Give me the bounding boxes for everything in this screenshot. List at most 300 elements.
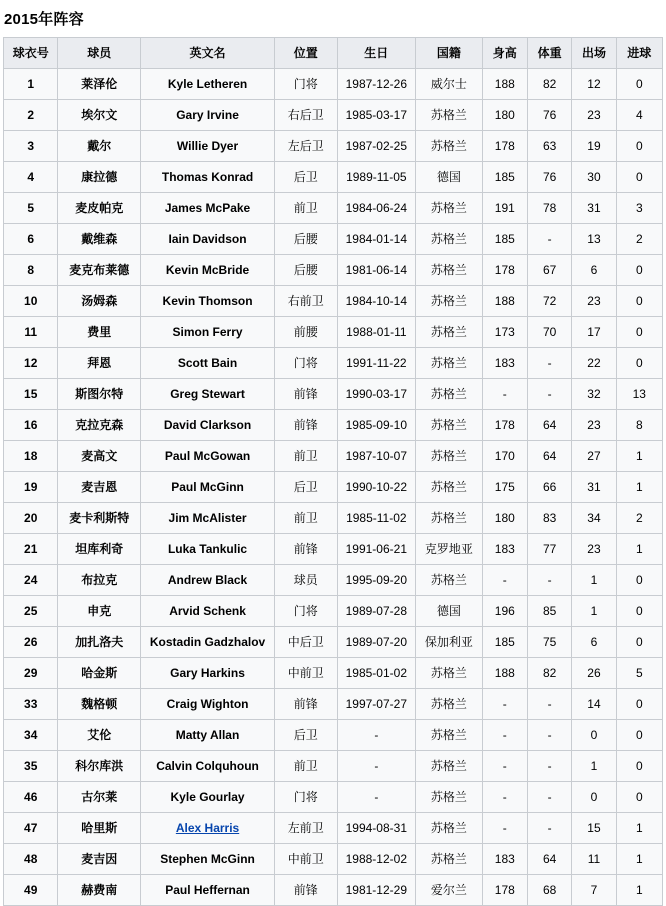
column-header-shirt-number: 球衣号 [4,38,58,69]
cell-player-name: 戴维森 [58,224,141,255]
cell-height: - [482,689,527,720]
cell-height: 175 [482,472,527,503]
cell-height: 178 [482,131,527,162]
cell-nationality: 苏格兰 [416,131,483,162]
table-row [4,286,663,317]
table-row [4,193,663,224]
cell-player-name: 布拉克 [58,565,141,596]
cell-nationality: 德国 [416,162,483,193]
table-row [4,875,663,906]
cell-goals: 0 [616,255,662,286]
cell-birthday: 1985-03-17 [337,100,416,131]
cell-english-name: Willie Dyer [141,131,275,162]
cell-goals: 13 [616,379,662,410]
cell-goals: 1 [616,534,662,565]
cell-player-name: 哈里斯 [58,813,141,844]
cell-english-name: Kostadin Gadzhalov [141,627,275,658]
cell-english-name: Kyle Letheren [141,69,275,100]
cell-goals: 0 [616,627,662,658]
cell-player-name: 古尔莱 [58,782,141,813]
cell-nationality: 苏格兰 [416,100,483,131]
cell-shirt-number: 15 [4,379,58,410]
cell-goals: 0 [616,317,662,348]
cell-birthday: 1985-01-02 [337,658,416,689]
cell-weight: 76 [527,162,571,193]
cell-english-name: Andrew Black [141,565,275,596]
cell-weight: 64 [527,410,571,441]
cell-height: 170 [482,441,527,472]
cell-weight: 68 [527,875,571,906]
cell-birthday: 1987-02-25 [337,131,416,162]
cell-english-name: Kevin McBride [141,255,275,286]
cell-appearances: 14 [572,689,616,720]
cell-shirt-number: 1 [4,69,58,100]
cell-shirt-number: 16 [4,410,58,441]
cell-weight: 64 [527,844,571,875]
cell-goals: 0 [616,782,662,813]
player-link[interactable]: Alex Harris [175,821,240,835]
cell-appearances: 1 [572,565,616,596]
column-header-player: 球员 [58,38,141,69]
cell-shirt-number: 34 [4,720,58,751]
table-row [4,162,663,193]
cell-player-name: 科尔库洪 [58,751,141,782]
cell-birthday: 1981-12-29 [337,875,416,906]
cell-appearances: 17 [572,317,616,348]
cell-english-name: Matty Allan [141,720,275,751]
table-row [4,503,663,534]
cell-player-name: 麦卡利斯特 [58,503,141,534]
cell-position: 球员 [275,565,337,596]
cell-player-name: 赫费南 [58,875,141,906]
cell-birthday: 1984-01-14 [337,224,416,255]
cell-english-name: Gary Irvine [141,100,275,131]
cell-shirt-number: 11 [4,317,58,348]
cell-goals: 1 [616,875,662,906]
cell-nationality: 苏格兰 [416,751,483,782]
cell-player-name: 汤姆森 [58,286,141,317]
cell-birthday: 1989-07-20 [337,627,416,658]
cell-position: 后卫 [275,720,337,751]
cell-goals: 0 [616,720,662,751]
cell-shirt-number: 26 [4,627,58,658]
column-header-appearances: 出场 [572,38,616,69]
cell-player-name: 魏格顿 [58,689,141,720]
cell-player-name: 申克 [58,596,141,627]
cell-height: 183 [482,348,527,379]
cell-shirt-number: 5 [4,193,58,224]
cell-player-name: 艾伦 [58,720,141,751]
cell-birthday: 1981-06-14 [337,255,416,286]
cell-goals: 0 [616,596,662,627]
cell-position: 门将 [275,782,337,813]
cell-birthday: 1989-11-05 [337,162,416,193]
cell-english-name: Jim McAlister [141,503,275,534]
table-row [4,224,663,255]
cell-nationality: 苏格兰 [416,658,483,689]
cell-height: 188 [482,69,527,100]
cell-height: 196 [482,596,527,627]
cell-birthday: 1987-12-26 [337,69,416,100]
cell-nationality: 苏格兰 [416,472,483,503]
cell-appearances: 15 [572,813,616,844]
table-row [4,69,663,100]
cell-birthday: 1988-12-02 [337,844,416,875]
cell-player-name: 麦高文 [58,441,141,472]
cell-position: 右后卫 [275,100,337,131]
table-row [4,565,663,596]
cell-english-name: Paul McGinn [141,472,275,503]
cell-player-name: 斯图尔特 [58,379,141,410]
cell-player-name: 莱泽伦 [58,69,141,100]
cell-height: 180 [482,503,527,534]
cell-birthday: 1989-07-28 [337,596,416,627]
cell-position: 左后卫 [275,131,337,162]
cell-birthday: 1990-03-17 [337,379,416,410]
cell-appearances: 11 [572,844,616,875]
cell-player-name: 戴尔 [58,131,141,162]
cell-goals: 3 [616,193,662,224]
table-row [4,844,663,875]
page-title: 2015年阵容 [4,11,84,28]
cell-weight: - [527,565,571,596]
cell-english-name: James McPake [141,193,275,224]
cell-appearances: 1 [572,751,616,782]
cell-player-name: 哈金斯 [58,658,141,689]
cell-height: 178 [482,875,527,906]
table-row [4,658,663,689]
cell-shirt-number: 35 [4,751,58,782]
cell-player-name: 费里 [58,317,141,348]
table-row [4,813,663,844]
cell-appearances: 34 [572,503,616,534]
cell-english-name: Arvid Schenk [141,596,275,627]
cell-english-name: Gary Harkins [141,658,275,689]
cell-nationality: 爱尔兰 [416,875,483,906]
cell-position: 前卫 [275,751,337,782]
cell-nationality: 苏格兰 [416,410,483,441]
column-header-nationality: 国籍 [416,38,483,69]
cell-goals: 0 [616,286,662,317]
cell-height: - [482,782,527,813]
cell-english-name: Calvin Colquhoun [141,751,275,782]
header-row [4,38,663,69]
cell-birthday: 1997-07-27 [337,689,416,720]
cell-player-name: 麦吉恩 [58,472,141,503]
cell-shirt-number: 18 [4,441,58,472]
cell-player-name: 麦皮帕克 [58,193,141,224]
cell-shirt-number: 47 [4,813,58,844]
cell-nationality: 苏格兰 [416,689,483,720]
cell-english-name[interactable] [141,813,275,844]
cell-position: 左前卫 [275,813,337,844]
cell-english-name: Paul McGowan [141,441,275,472]
cell-position: 前锋 [275,689,337,720]
cell-shirt-number: 2 [4,100,58,131]
cell-weight: 72 [527,286,571,317]
cell-position: 门将 [275,596,337,627]
cell-birthday: 1991-06-21 [337,534,416,565]
table-header [4,38,663,69]
cell-shirt-number: 3 [4,131,58,162]
cell-shirt-number: 20 [4,503,58,534]
cell-appearances: 7 [572,875,616,906]
cell-shirt-number: 49 [4,875,58,906]
cell-nationality: 苏格兰 [416,286,483,317]
cell-goals: 8 [616,410,662,441]
cell-birthday: 1990-10-22 [337,472,416,503]
cell-position: 后腰 [275,255,337,286]
cell-shirt-number: 25 [4,596,58,627]
cell-height: 183 [482,844,527,875]
table-row [4,782,663,813]
cell-nationality: 苏格兰 [416,379,483,410]
cell-weight: 70 [527,317,571,348]
cell-appearances: 19 [572,131,616,162]
table-row [4,131,663,162]
cell-birthday: 1991-11-22 [337,348,416,379]
cell-goals: 1 [616,472,662,503]
table-row [4,472,663,503]
cell-english-name: Kyle Gourlay [141,782,275,813]
cell-position: 前锋 [275,410,337,441]
cell-position: 中前卫 [275,658,337,689]
cell-shirt-number: 10 [4,286,58,317]
column-header-position: 位置 [275,38,337,69]
cell-goals: 2 [616,503,662,534]
cell-appearances: 6 [572,627,616,658]
cell-english-name: Simon Ferry [141,317,275,348]
cell-birthday: 1995-09-20 [337,565,416,596]
cell-position: 中后卫 [275,627,337,658]
cell-weight: 76 [527,100,571,131]
cell-player-name: 麦吉因 [58,844,141,875]
cell-goals: 1 [616,844,662,875]
cell-appearances: 0 [572,720,616,751]
cell-appearances: 12 [572,69,616,100]
cell-position: 后卫 [275,162,337,193]
cell-height: 185 [482,627,527,658]
cell-position: 前卫 [275,503,337,534]
cell-weight: 66 [527,472,571,503]
cell-weight: 77 [527,534,571,565]
table-row [4,751,663,782]
cell-nationality: 苏格兰 [416,565,483,596]
table-row [4,410,663,441]
cell-position: 前腰 [275,317,337,348]
cell-appearances: 1 [572,596,616,627]
cell-shirt-number: 19 [4,472,58,503]
cell-height: 188 [482,658,527,689]
cell-english-name: Craig Wighton [141,689,275,720]
cell-weight: 67 [527,255,571,286]
cell-height: 178 [482,255,527,286]
cell-height: 178 [482,410,527,441]
cell-weight: 78 [527,193,571,224]
cell-shirt-number: 24 [4,565,58,596]
cell-english-name: Greg Stewart [141,379,275,410]
cell-goals: 0 [616,131,662,162]
table-row [4,255,663,286]
table-row [4,627,663,658]
cell-weight: 63 [527,131,571,162]
cell-weight: 82 [527,69,571,100]
cell-birthday: - [337,720,416,751]
column-header-english-name: 英文名 [141,38,275,69]
cell-birthday: - [337,782,416,813]
cell-appearances: 23 [572,410,616,441]
cell-shirt-number: 29 [4,658,58,689]
cell-position: 门将 [275,348,337,379]
cell-nationality: 苏格兰 [416,720,483,751]
cell-height: 191 [482,193,527,224]
column-header-height: 身高 [482,38,527,69]
cell-height: - [482,379,527,410]
cell-player-name: 麦克布莱德 [58,255,141,286]
cell-height: - [482,720,527,751]
cell-appearances: 32 [572,379,616,410]
cell-weight: 82 [527,658,571,689]
cell-english-name: Thomas Konrad [141,162,275,193]
cell-weight: 75 [527,627,571,658]
cell-goals: 2 [616,224,662,255]
cell-goals: 4 [616,100,662,131]
table-row [4,689,663,720]
cell-goals: 0 [616,162,662,193]
cell-position: 后卫 [275,472,337,503]
cell-shirt-number: 33 [4,689,58,720]
cell-weight: 83 [527,503,571,534]
cell-weight: 64 [527,441,571,472]
cell-height: 185 [482,162,527,193]
cell-height: - [482,565,527,596]
cell-appearances: 22 [572,348,616,379]
cell-position: 前卫 [275,193,337,224]
cell-nationality: 苏格兰 [416,255,483,286]
cell-appearances: 26 [572,658,616,689]
cell-english-name: David Clarkson [141,410,275,441]
cell-position: 前锋 [275,534,337,565]
cell-shirt-number: 6 [4,224,58,255]
cell-position: 前锋 [275,875,337,906]
cell-player-name: 坦库利奇 [58,534,141,565]
cell-weight: - [527,813,571,844]
table-row [4,348,663,379]
cell-nationality: 苏格兰 [416,813,483,844]
cell-english-name: Scott Bain [141,348,275,379]
cell-nationality: 苏格兰 [416,844,483,875]
cell-appearances: 23 [572,100,616,131]
table-row [4,596,663,627]
cell-english-name: Iain Davidson [141,224,275,255]
cell-height: 188 [482,286,527,317]
cell-player-name: 埃尔文 [58,100,141,131]
cell-position: 中前卫 [275,844,337,875]
cell-position: 后腰 [275,224,337,255]
cell-nationality: 苏格兰 [416,193,483,224]
cell-height: 185 [482,224,527,255]
cell-position: 前锋 [275,379,337,410]
cell-appearances: 23 [572,534,616,565]
cell-birthday: 1985-09-10 [337,410,416,441]
cell-shirt-number: 21 [4,534,58,565]
table-row [4,100,663,131]
cell-weight: - [527,348,571,379]
cell-english-name: Paul Heffernan [141,875,275,906]
cell-weight: - [527,720,571,751]
cell-weight: - [527,224,571,255]
cell-weight: - [527,379,571,410]
cell-birthday: 1994-08-31 [337,813,416,844]
cell-weight: - [527,782,571,813]
cell-english-name: Luka Tankulic [141,534,275,565]
cell-position: 门将 [275,69,337,100]
table-row [4,720,663,751]
cell-nationality: 苏格兰 [416,441,483,472]
cell-appearances: 27 [572,441,616,472]
cell-goals: 0 [616,69,662,100]
cell-english-name: Kevin Thomson [141,286,275,317]
cell-height: - [482,751,527,782]
cell-goals: 0 [616,689,662,720]
cell-appearances: 30 [572,162,616,193]
cell-birthday: - [337,751,416,782]
table-body [4,69,663,906]
table-row [4,379,663,410]
cell-shirt-number: 4 [4,162,58,193]
cell-english-name: Stephen McGinn [141,844,275,875]
cell-nationality: 苏格兰 [416,503,483,534]
cell-position: 右前卫 [275,286,337,317]
cell-weight: - [527,751,571,782]
cell-shirt-number: 12 [4,348,58,379]
cell-nationality: 苏格兰 [416,348,483,379]
cell-nationality: 苏格兰 [416,782,483,813]
cell-nationality: 威尔士 [416,69,483,100]
column-header-birthday: 生日 [337,38,416,69]
table-row [4,534,663,565]
cell-appearances: 23 [572,286,616,317]
cell-shirt-number: 46 [4,782,58,813]
cell-goals: 0 [616,751,662,782]
cell-birthday: 1987-10-07 [337,441,416,472]
cell-goals: 1 [616,441,662,472]
cell-goals: 5 [616,658,662,689]
cell-position: 前卫 [275,441,337,472]
cell-appearances: 13 [572,224,616,255]
cell-birthday: 1984-06-24 [337,193,416,224]
cell-height: 173 [482,317,527,348]
column-header-goals: 进球 [616,38,662,69]
cell-nationality: 保加利亚 [416,627,483,658]
cell-goals: 1 [616,813,662,844]
cell-goals: 0 [616,565,662,596]
cell-weight: 85 [527,596,571,627]
cell-shirt-number: 48 [4,844,58,875]
table-row [4,441,663,472]
cell-nationality: 克罗地亚 [416,534,483,565]
cell-player-name: 拜恩 [58,348,141,379]
cell-height: - [482,813,527,844]
cell-nationality: 德国 [416,596,483,627]
cell-birthday: 1988-01-11 [337,317,416,348]
cell-nationality: 苏格兰 [416,224,483,255]
table-row [4,317,663,348]
cell-weight: - [527,689,571,720]
cell-player-name: 加扎洛夫 [58,627,141,658]
cell-player-name: 克拉克森 [58,410,141,441]
cell-nationality: 苏格兰 [416,317,483,348]
